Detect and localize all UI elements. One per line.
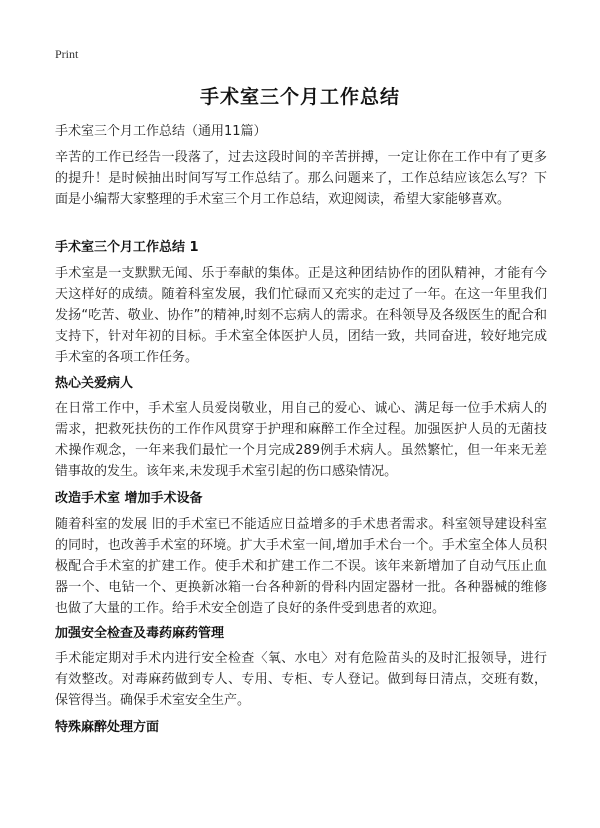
document-subtitle: 手术室三个月工作总结（通用11篇） [55,124,267,139]
print-label[interactable]: Print [55,47,79,61]
section-heading-3: 改造手术室 增加手术设备 [55,491,203,506]
section-heading-1: 手术室三个月工作总结 1 [55,240,199,255]
section-heading-4: 加强安全检查及毒药麻药管理 [55,626,225,641]
section-body-1: 手术室是一支默默无闻、乐于奉献的集体。正是这种团结协作的团队精神，才能有今天这样好的成绩。随着科室发展，我们忙碌而又充实的走过了一年。在这一年里我们发扬“吃苦、敬业、协作”的精神,时刻不忘病人的需求。在科领导及各级医生的配合和支持下，针对年初的目标。手术室全体医护人员，团结一致，共同奋进，较好地完成手术室的各项工作任务。 [55,266,547,365]
section-body-4: 手术能定期对手术内进行安全检查〈氧、水电〉对有危险苗头的及时汇报领导，进行有效整改。对毒麻药做到专人、专用、专柜、专人登记。做到每日清点，交班有数，保管得当。确保手术室安全生产。 [55,651,547,708]
section-body-3: 随着科室的发展 旧的手术室已不能适应日益增多的手术患者需求。科室领导建设科室的同时，也改善手术室的环境。扩大手术室一间,增加手术台一个。手术室全体人员积极配合手术室的扩建工作。使手术和扩建工作二不误。该年来新增加了自动气压止血器一个、电钻一个、更换新冰箱一台各种新的骨科内固定器材一批。各种器械的维修也做了大量的工作。给手术安全创造了良好的条件受到患者的欢迎。 [55,517,547,616]
intro-paragraph: 辛苦的工作已经告一段落了，过去这段时间的辛苦拼搏，一定让你在工作中有了更多的提升！是时候抽出时间写写工作总结了。那么问题来了，工作总结应该怎么写？下面是小编帮大家整理的手术室三个月工作总结，欢迎阅读，希望大家能够喜欢。 [55,150,547,207]
document-title: 手术室三个月工作总结 [199,86,400,108]
section-body-2: 在日常工作中，手术室人员爱岗敬业，用自己的爱心、诚心、满足每一位手术病人的 需求，把救死扶伤的工作作风贯穿于护理和麻醉工作全过程。加强医护人员的无菌技术操作观念，一年来我们最忙一个月完成289例手术病人。虽然繁忙，但一年来无差错事故的发生。该年来,未发现手术室引起的伤口感染情况。 [55,401,547,479]
section-heading-2: 热心关爱病人 [55,376,134,391]
section-heading-5: 特殊麻醉处理方面 [55,720,160,735]
